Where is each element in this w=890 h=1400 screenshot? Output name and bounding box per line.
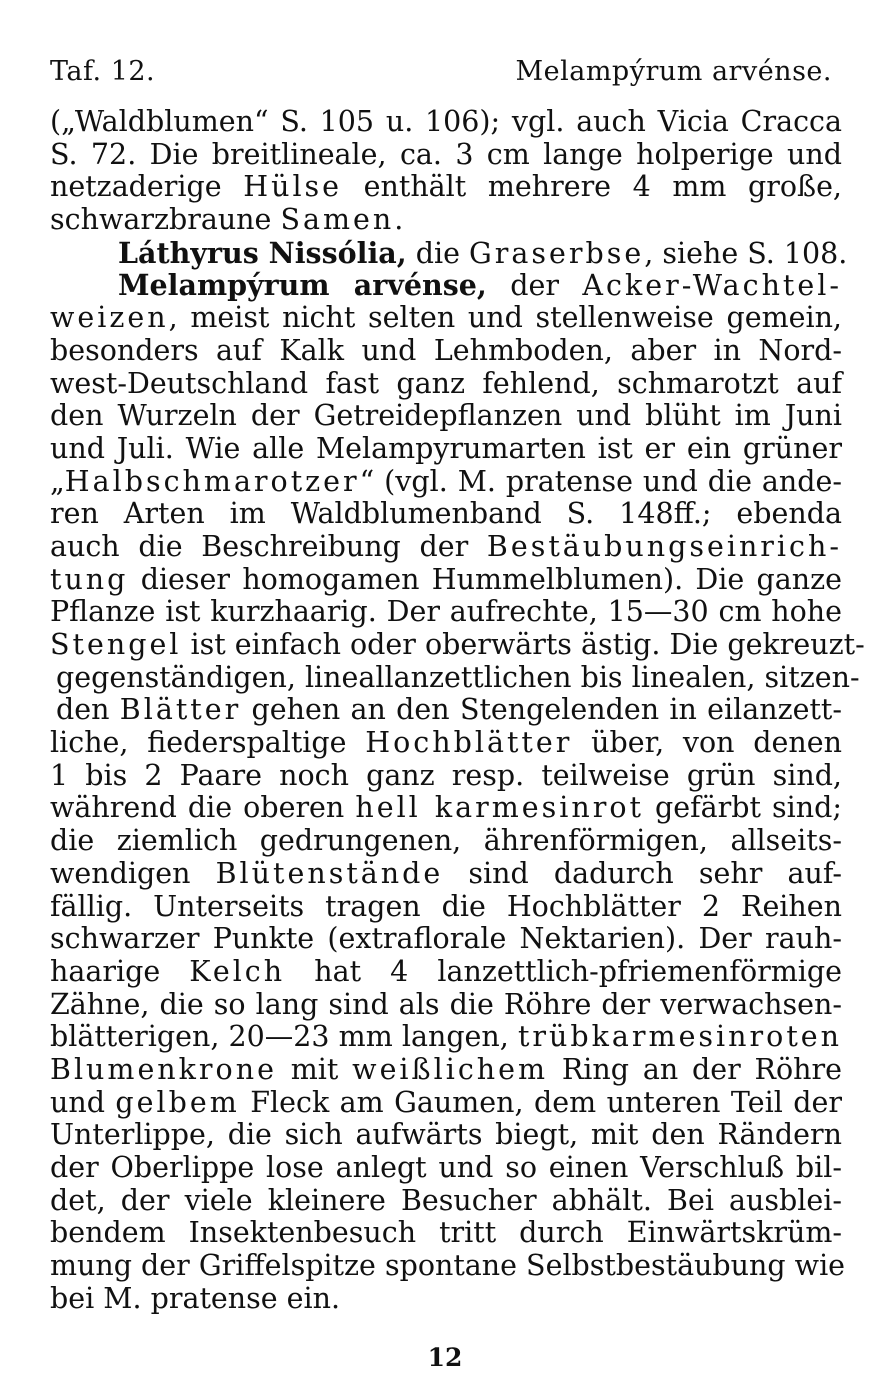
text-run: fällig. Unterseits tragen die Hochblätter 2 Reihen bbox=[50, 889, 842, 923]
text-run: wendigen bbox=[50, 856, 216, 890]
text-line bbox=[50, 302, 842, 335]
emphasized-term: Hochblätter bbox=[365, 726, 573, 760]
text-run: mung der Griffelspitze spontane Selbstbestäubung wie bbox=[50, 1249, 846, 1283]
page-number: 12 bbox=[427, 1343, 463, 1372]
text-line bbox=[50, 498, 842, 531]
text-line bbox=[50, 400, 842, 433]
species-name: Láthyrus Nissólia, bbox=[118, 235, 407, 270]
text-line bbox=[50, 204, 842, 237]
text-run: den Wurzeln der Getreidepflanzen und blüht im Juni bbox=[50, 399, 842, 433]
text-line bbox=[50, 335, 842, 368]
running-header bbox=[50, 56, 832, 96]
text-line bbox=[50, 531, 842, 564]
text-line bbox=[50, 433, 842, 466]
emphasized-term: Blätter bbox=[119, 693, 242, 727]
text-run: gefärbt sind; bbox=[643, 791, 842, 825]
text-run: besonders auf Kalk und Lehmboden, aber in Nord- bbox=[50, 333, 842, 367]
text-line bbox=[50, 858, 842, 891]
text-run: Fleck am Gaumen, dem unteren Teil der bbox=[239, 1085, 842, 1119]
emphasized-term: Acker-Wachtel- bbox=[582, 269, 842, 303]
text-line bbox=[50, 1152, 842, 1185]
text-run: S. 72. Die breitlineale, ca. 3 cm lange holperige und bbox=[50, 137, 842, 171]
text-run: , siehe S. 108. bbox=[644, 236, 848, 270]
emphasized-term: Graserbse bbox=[469, 236, 645, 270]
text-line bbox=[50, 596, 842, 629]
emphasized-term: Bestäubungseinrich- bbox=[486, 529, 842, 563]
emphasized-term: Samen bbox=[280, 203, 395, 237]
emphasized-term: tung bbox=[50, 562, 129, 596]
text-line bbox=[50, 106, 842, 139]
text-run: die ziemlich gedrungenen, ährenförmigen, allseits- bbox=[50, 824, 842, 858]
emphasized-term: weißlichem bbox=[352, 1052, 549, 1086]
text-run: hat 4 lanzettlich-pfriemenförmige bbox=[285, 954, 843, 988]
text-line bbox=[50, 1119, 842, 1152]
running-title: Melampýrum arvénse. bbox=[515, 56, 832, 87]
body-text bbox=[50, 105, 865, 1315]
text-run: mit bbox=[276, 1052, 353, 1086]
text-run: Ring an der Röhre bbox=[548, 1052, 843, 1086]
text-line bbox=[50, 989, 842, 1022]
text-run: haarige bbox=[50, 954, 190, 988]
text-line bbox=[50, 727, 842, 760]
text-line bbox=[50, 235, 848, 270]
text-line bbox=[50, 139, 842, 172]
text-line bbox=[50, 923, 842, 956]
text-run: sind dadurch sehr auf- bbox=[443, 856, 842, 890]
text-line bbox=[50, 792, 842, 825]
text-run: „ bbox=[50, 464, 65, 498]
text-run: während die oberen bbox=[50, 791, 356, 825]
text-run: ren Arten im Waldblumenband S. 148ff.; ebenda bbox=[50, 497, 842, 531]
text-line bbox=[50, 956, 842, 989]
text-line bbox=[50, 171, 842, 204]
text-line bbox=[50, 1185, 842, 1218]
emphasized-term: Blumenkrone bbox=[50, 1052, 277, 1086]
text-run: netzaderige bbox=[50, 170, 244, 204]
text-line bbox=[50, 1021, 842, 1054]
emphasized-term: Halbschmarotzer bbox=[64, 464, 360, 498]
text-run: west-Deutschland fast ganz fehlend, schmarotzt auf bbox=[50, 366, 842, 400]
text-line bbox=[50, 760, 842, 793]
emphasized-term: Stengel bbox=[50, 628, 182, 661]
text-run: auch die Beschreibung der bbox=[50, 529, 487, 563]
text-line bbox=[50, 1249, 846, 1283]
text-run: die bbox=[406, 236, 470, 270]
text-run: , meist nicht selten und stellenweise gemein, bbox=[168, 301, 842, 335]
text-line bbox=[50, 1054, 842, 1087]
species-name: Melampýrum arvénse, bbox=[118, 268, 487, 303]
text-run: ist einfach oder oberwärts ästig. Die gekreuzt- bbox=[181, 628, 865, 661]
text-run: gehen an den Stengelenden in eilanzett- bbox=[241, 693, 843, 727]
text-line bbox=[50, 891, 842, 924]
text-line bbox=[50, 1217, 842, 1250]
text-run: den bbox=[56, 693, 120, 727]
emphasized-term: gelbem bbox=[115, 1085, 240, 1119]
emphasized-term: Hülse bbox=[243, 170, 343, 204]
text-line bbox=[50, 564, 842, 597]
text-line bbox=[50, 660, 860, 695]
text-run: 1 bis 2 Paare noch ganz resp. teilweise grün sind, bbox=[50, 758, 842, 792]
text-run: Zähne, die so lang sind als die Röhre der verwachsen- bbox=[50, 987, 842, 1021]
text-line bbox=[50, 825, 842, 858]
text-run: blätterigen, 20—23 mm langen, bbox=[50, 1020, 518, 1054]
emphasized-term: Blütenstände bbox=[215, 856, 444, 890]
text-run: liche, fiederspaltige bbox=[50, 726, 366, 760]
text-line bbox=[50, 1283, 842, 1316]
text-line bbox=[50, 368, 842, 401]
text-run: enthält mehrere 4 mm große, bbox=[342, 170, 842, 204]
text-run: gegenständigen, lineallanzettlichen bis linealen, sitzen- bbox=[56, 660, 860, 694]
text-run: über, von denen bbox=[572, 726, 842, 760]
text-line bbox=[50, 1087, 842, 1120]
text-run: der Oberlippe lose anlegt und so einen Verschluß bil- bbox=[50, 1151, 842, 1184]
text-line bbox=[50, 466, 842, 499]
emphasized-term: Kelch bbox=[189, 954, 286, 988]
text-run: det, der viele kleinere Besucher abhält. Bei ausblei- bbox=[50, 1183, 842, 1217]
emphasized-term: hell karmesinrot bbox=[355, 791, 644, 825]
emphasized-term: trübkarmesinroten bbox=[517, 1020, 842, 1054]
text-line bbox=[50, 628, 865, 662]
text-run: und bbox=[50, 1085, 116, 1119]
text-run: dieser homogamen Hummelblumen). Die ganze bbox=[128, 562, 842, 596]
text-run: bendem Insektenbesuch tritt durch Einwärtskrüm- bbox=[50, 1216, 842, 1250]
text-run: . bbox=[394, 203, 404, 237]
text-run: Pflanze ist kurzhaarig. Der aufrechte, 15—30 cm hohe bbox=[50, 595, 842, 629]
text-run: („Waldblumen“ S. 105 u. 106); vgl. auch Vicia Cracca bbox=[50, 105, 842, 138]
text-run: bei M. pratense ein. bbox=[50, 1281, 341, 1315]
plate-number: Taf. 12. bbox=[50, 56, 156, 87]
text-run: der bbox=[486, 269, 583, 303]
emphasized-term: weizen bbox=[50, 301, 169, 335]
text-run: “ (vgl. M. pratense und die ande- bbox=[359, 464, 842, 498]
text-line bbox=[50, 694, 842, 727]
text-run: schwarzbraune bbox=[50, 203, 281, 237]
text-run: schwarzer Punkte (extraflorale Nektarien). Der rauh- bbox=[50, 922, 842, 956]
text-line bbox=[50, 269, 842, 302]
text-run: Unterlippe, die sich aufwärts biegt, mit den Rändern bbox=[50, 1118, 842, 1152]
text-run: und Juli. Wie alle Melampyrumarten ist er ein grüner bbox=[50, 431, 842, 465]
